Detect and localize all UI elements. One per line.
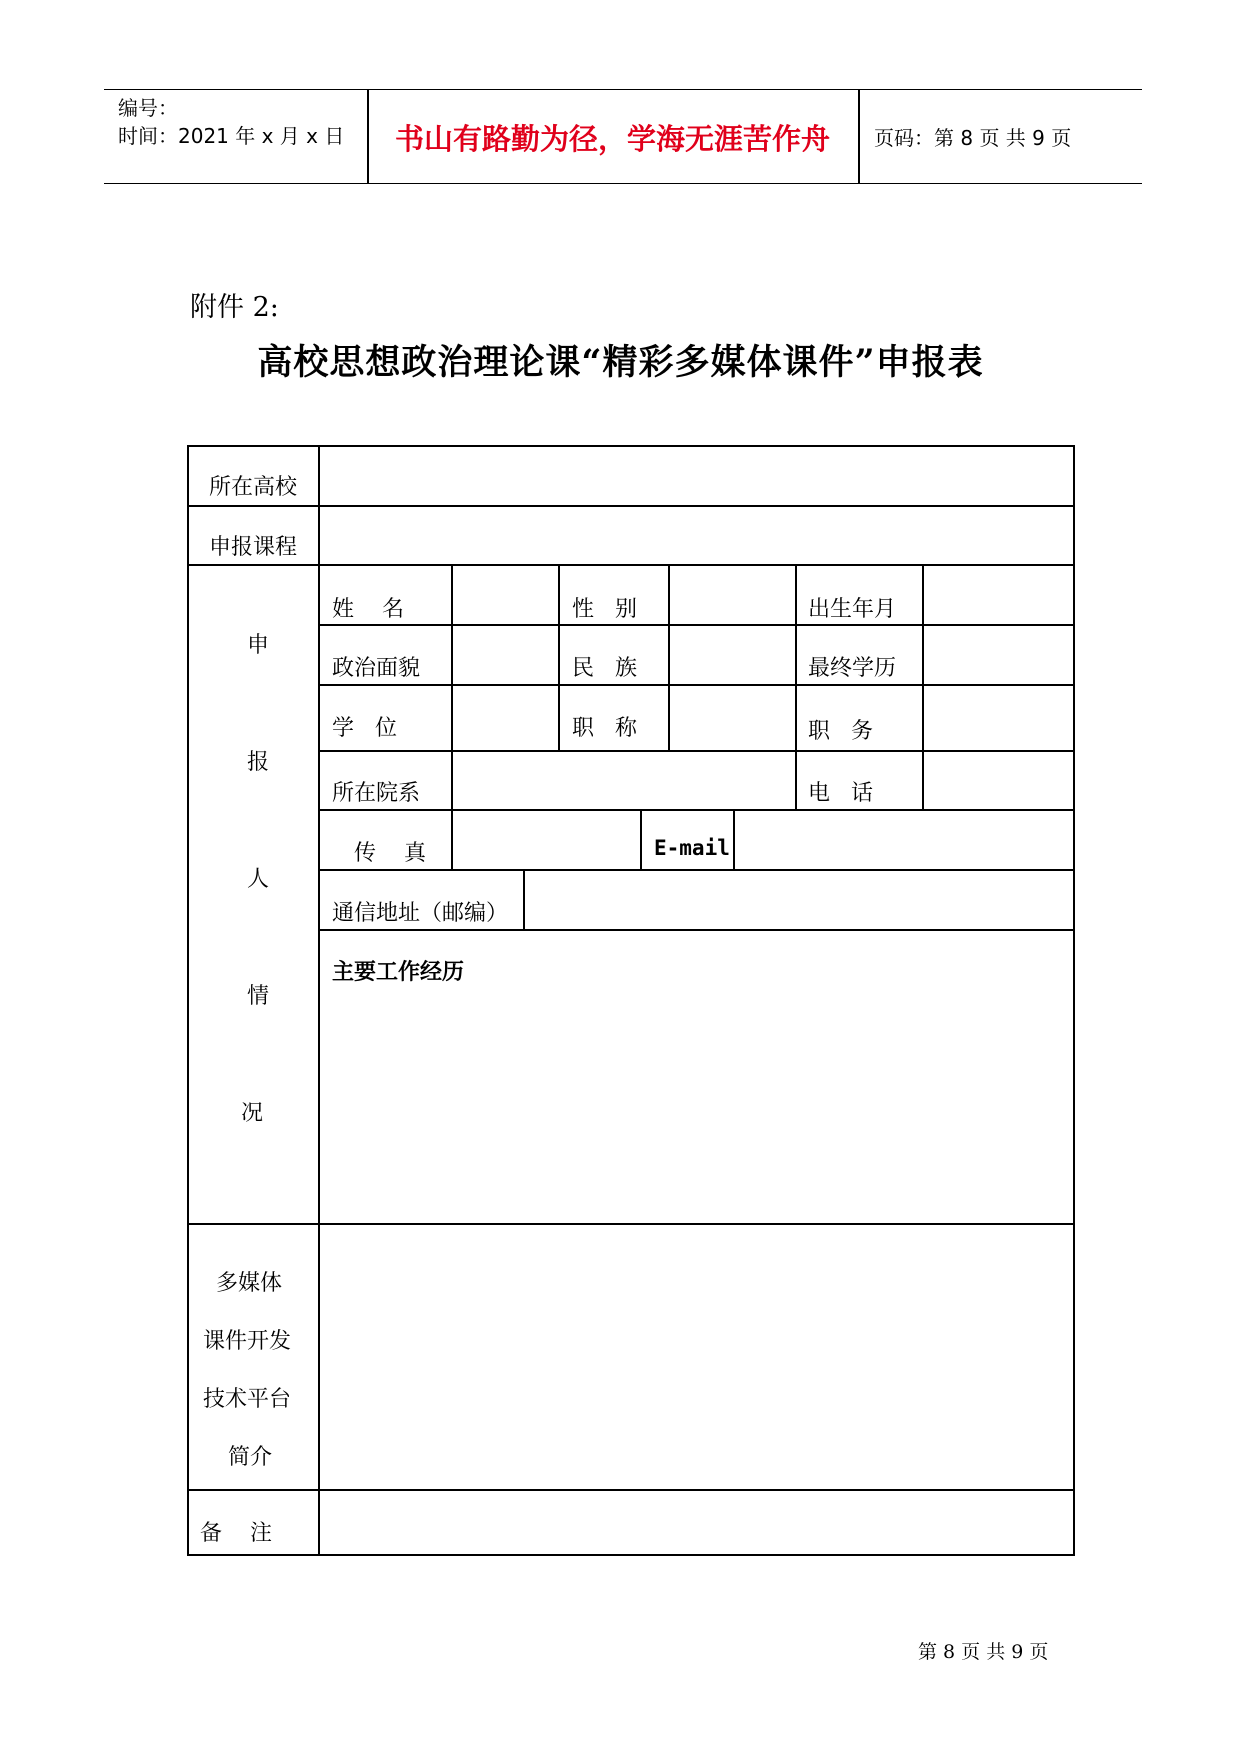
table-divider [318,809,1074,811]
platform-intro-label: 课件开发 [203,1329,292,1354]
table-divider [187,1223,1074,1225]
table-divider [187,505,1074,507]
politics-label: 政治面貌 [332,656,421,681]
phone-label: 电 话 [808,781,873,806]
table-divider [318,869,1074,871]
header-motto: 书山有路勤为径，学海无涯苦作舟 [394,122,830,156]
gender-label: 性 别 [572,597,637,622]
doc-number-label: 编号： [118,96,178,120]
table-divider [523,869,525,930]
ethnicity-label: 民 族 [572,656,637,681]
department-label: 所在院系 [332,781,421,806]
table-border [1073,445,1075,1556]
email-label: E-mail [654,836,730,860]
page-footer: 第 8 页 共 9 页 [918,1641,1049,1663]
table-divider [318,684,1074,686]
table-divider [733,809,735,870]
table-divider [318,624,1074,626]
table-divider [795,564,797,810]
table-divider [318,750,1074,752]
platform-intro-label: 简介 [228,1445,273,1470]
address-label: 通信地址（邮编） [332,901,509,926]
applicant-section-char: 情 [247,984,270,1009]
applicant-section-char: 报 [247,750,270,775]
fax-label: 传 真 [354,841,426,866]
attachment-label: 附件 2: [190,292,279,323]
table-divider [187,1489,1074,1491]
birth-label: 出生年月 [808,597,897,622]
table-divider [640,809,642,870]
table-divider [922,564,924,810]
title-rank-label: 职 称 [572,716,637,741]
doc-time-label: 时间：2021 年 x 月 x 日 [118,124,345,148]
name-label: 姓 名 [332,597,404,622]
table-divider [668,564,670,751]
table-divider [187,564,1074,566]
course-label: 申报课程 [209,535,298,560]
platform-intro-label: 技术平台 [203,1387,292,1412]
applicant-section-char: 人 [247,867,270,892]
form-title: 高校思想政治理论课“精彩多媒体课件”申报表 [257,342,984,383]
degree-label: 学 位 [332,716,397,741]
header-page-label: 页码：第 8 页 共 9 页 [874,126,1072,150]
applicant-section-char: 况 [241,1101,264,1126]
table-border [187,1554,1074,1556]
table-border [187,445,1074,447]
table-divider [318,445,320,1556]
table-divider [318,929,1074,931]
remarks-label: 备 注 [200,1521,272,1546]
platform-intro-label: 多媒体 [216,1271,283,1296]
table-divider [451,564,453,870]
work-experience-label: 主要工作经历 [332,960,465,985]
education-label: 最终学历 [808,656,897,681]
table-border [187,445,189,1556]
applicant-section-char: 申 [247,633,270,658]
school-label: 所在高校 [209,475,298,500]
position-label: 职 务 [808,719,873,744]
table-divider [558,564,560,751]
